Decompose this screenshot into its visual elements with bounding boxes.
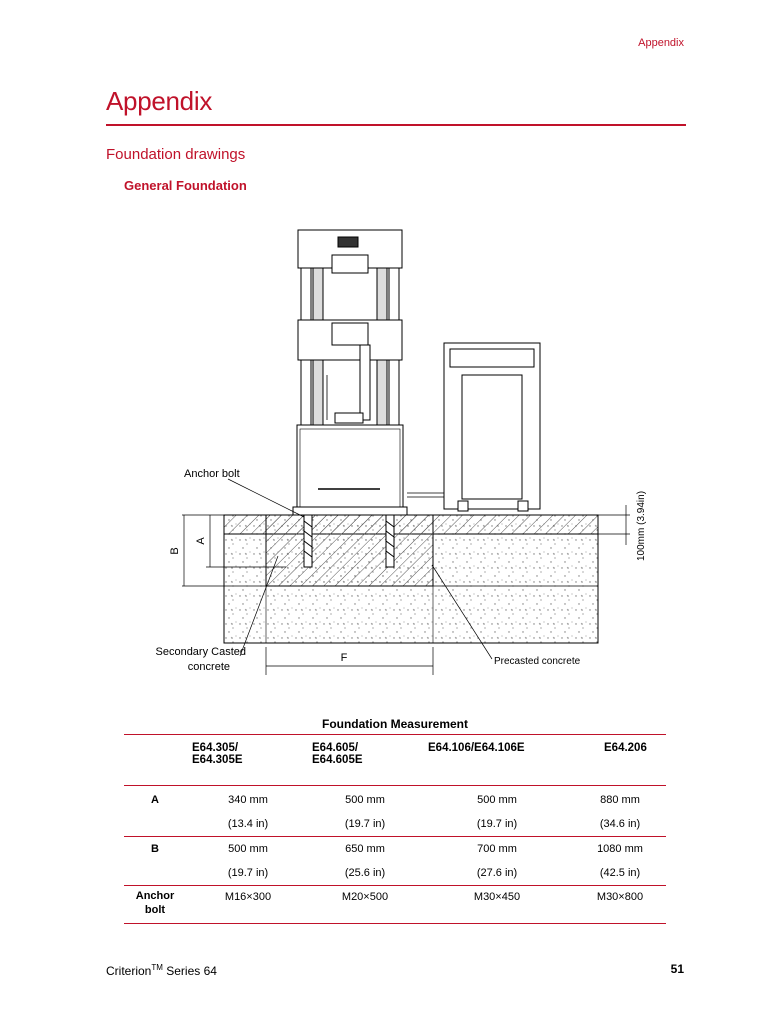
secondary-label-line2: concrete [187,661,230,673]
test-frame [293,230,407,515]
table-cell: (19.7 in) [476,818,518,830]
title-rule [106,124,686,126]
table-cell: (34.6 in) [599,818,641,830]
row-label [124,886,186,924]
footer-trademark: TM [151,963,163,972]
table-row [124,837,666,862]
row-label-line2: bolt [144,904,166,916]
table-cell: (19.7 in) [344,818,386,830]
precasted-label: Precasted concrete [494,656,581,667]
table-cell: 1080 mm [597,843,643,855]
row-label: B [151,843,159,855]
footer-series: Series 64 [162,964,217,978]
control-cabinet [407,343,540,511]
column-header-line1: E64.605/ [312,742,359,754]
table-cell: (27.6 in) [476,867,518,879]
table-row [124,786,666,813]
table-cell: 500 mm [228,843,268,855]
dimension-b-label: B [169,547,181,555]
dimension-a-label: A [195,537,207,545]
running-head: Appendix [638,37,684,49]
row-label-empty [124,861,186,886]
column-header [420,735,574,786]
table-cell: 340 mm [228,794,268,806]
page-number: 51 [670,962,684,976]
row-label-line1: Anchor [135,890,175,902]
subsection-title: General Foundation [124,178,247,193]
anchor-bolt-label: Anchor bolt [184,468,240,480]
table-cell: M30×450 [473,891,521,903]
row-label-empty [124,812,186,837]
foundation-measurement-table [124,734,666,924]
table-row [124,861,666,886]
column-header-line1: E64.106/E64.106E [428,742,525,754]
column-header-line2: E64.605E [312,754,363,766]
table-row [124,812,666,837]
secondary-label-line1: Secondary Casted [155,646,246,658]
column-header [574,735,666,786]
table-cell: M20×500 [341,891,389,903]
column-header-line1: E64.305/ [192,742,239,754]
column-header-line2: E64.305E [192,754,243,766]
footer-product-name: Criterion [106,964,152,978]
footer-product [106,963,217,978]
table-cell: (19.7 in) [227,867,269,879]
foundation-drawing [140,215,650,685]
column-header-line1: E64.206 [604,742,647,754]
column-header [310,735,420,786]
section-title: Foundation drawings [106,146,246,163]
foundation-block [224,515,598,643]
table-cell: (13.4 in) [227,818,269,830]
column-header [186,735,310,786]
table-cell: 500 mm [345,794,385,806]
table-caption: Foundation Measurement [321,717,468,731]
table-cell: (25.6 in) [344,867,386,879]
table-cell: 700 mm [477,843,517,855]
table-cell: M16×300 [224,891,272,903]
row-label: A [151,794,159,806]
table-header-row [124,735,666,786]
table-cell: (42.5 in) [599,867,641,879]
table-cell: 500 mm [477,794,517,806]
table-cell: 880 mm [600,794,640,806]
table-row [124,886,666,924]
page-title: Appendix [106,86,213,116]
table-corner-cell [124,735,186,786]
table-cell: 650 mm [345,843,385,855]
dimension-f-label: F [340,652,348,664]
table-cell: M30×800 [596,891,644,903]
depth-label: 100mm (3.94in) [636,490,647,561]
